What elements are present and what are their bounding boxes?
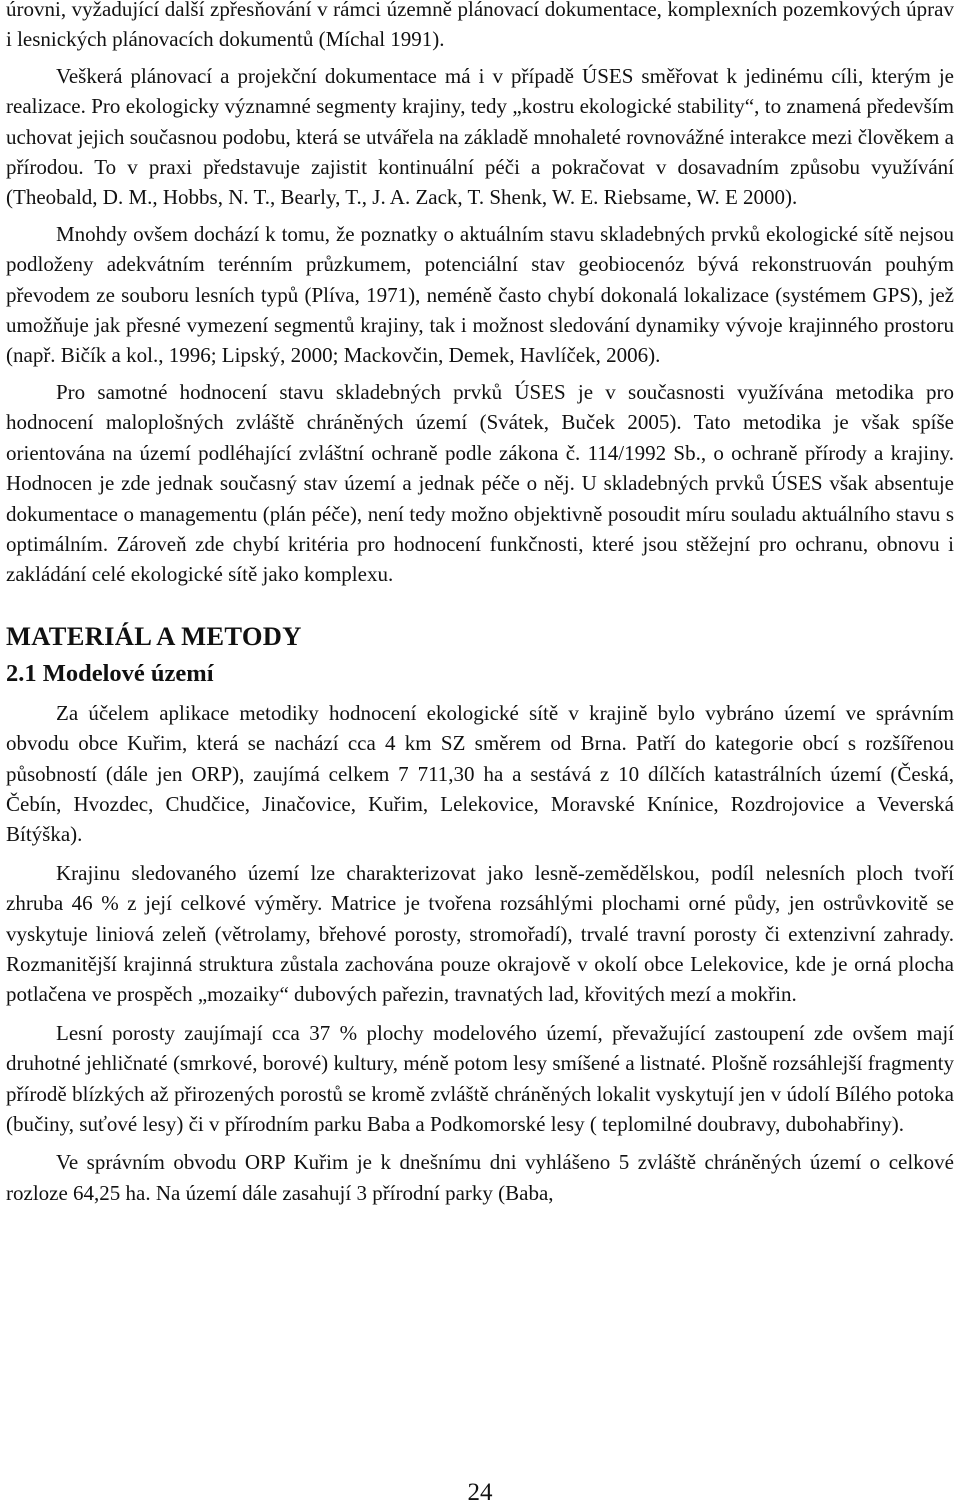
paragraph-evaluation-methodology: Pro samotné hodnocení stavu skladebných prvků ÚSES je v současnosti využívána metodika pro hodnocení maloplošných zvláště chráněných území (Svátek, Buček 2005). Tato metodika je však spíše orientována na území podléhající zvláštní ochraně podle zákona č. 114/1992 Sb., o ochraně přírody a krajiny. Hodnocen je zde jednak současný stav území a jednak péče o něj. U skladebných prvků ÚSES však absentuje dokumentace o managementu (plán péče), není tedy možno objektivně posoudit míru souladu aktuálního stavu s optimálním. Zároveň zde chybí kritéria pro hodnocení funkčnosti, které jsou stěžejní pro ochranu, obnovu i zakládání celé ekologické sítě jako komplexu. xyxy=(6,379,954,587)
document-page xyxy=(6,0,954,1208)
section-heading: MATERIÁL A METODY xyxy=(6,620,302,651)
paragraph-planning-documentation: Veškerá plánovací a projekční dokumentace má i v případě ÚSES směřovat k jedinému cíli, kterým je realizace. Pro ekologicky významné segmenty krajiny, tedy „kostru ekologické stability“, to znamená především uchovat jejich současnou podobu, která se utvářela na základě mnohaleté rovnovážné interakce mezi člověkem a přírodou. To v praxi představuje zajistit kontinuální péči a pokračovat v dosavadním způsobu využívání (Theobald, D. M., Hobbs, N. T., Bearly, T., J. A. Zack, T. Shenk, W. E. Riebsame, W. E 2000). xyxy=(6,63,954,210)
paragraph-forest-stands: Lesní porosty zaujímají cca 37 % plochy modelového území, převažující zastoupení zde ovšem mají druhotné jehličnaté (smrkové, borové) kultury, méně potom lesy smíšené a listnaté. Plošně rozsáhlejší fragmenty přírodě blízkých až přirozených porostů se kromě zvláště chráněných lokalit vyskytují jen v údolí Bílého potoka (bučiny, suťové lesy) či v přírodním parku Baba a Podkomorské lesy ( teplomilné doubravy, dubohabřiny). xyxy=(6,1020,954,1136)
page-number: 24 xyxy=(467,1479,493,1506)
paragraph-continuation: úrovni, vyžadující další zpřesňování v rámci územně plánovací dokumentace, komplexních pozemkových úprav i lesnických plánovacích dokumentů (Míchal 1991). xyxy=(6,0,954,52)
paragraph-field-survey: Mnohdy ovšem dochází k tomu, že poznatky o aktuálním stavu skladebných prvků ekologické sítě nejsou podloženy adekvátním terénním průzkumem, potenciální stav geobiocenóz bývá rekonstruován pouhým převodem ze souboru lesních typů (Plíva, 1971), neméně často chybí dokonalá lokalizace (systémem GPS), jež umožňuje jak přesné vymezení segmentů krajiny, tak i možnost sledování dynamiky vývoje krajinného prostoru (např. Bičík a kol., 1996; Lipský, 2000; Mackovčin, Demek, Havlíček, 2006). xyxy=(6,221,954,368)
paragraph-landscape: Krajinu sledovaného území lze charakterizovat jako lesně-zemědělskou, podíl nelesních ploch tvoří zhruba 46 % z její celkové výměry. Matrice je tvořena rozsáhlými plochami orné půdy, jen ostrůvkovitě se vyskytuje liniová zeleň (větrolamy, břehové porosty, stromořadí), trvalé travní porosty či extenzivní zahrady. Rozmanitější krajinná struktura zůstala zachována pouze okrajově v okolí obce Lelekovice, kde je orná plocha potlačena ve prospěch „mozaiky“ dubových pařezin, travnatých lad, křovitých mezí a mokřin. xyxy=(6,860,954,1007)
paragraph-model-area: Za účelem aplikace metodiky hodnocení ekologické sítě v krajině bylo vybráno území ve správním obvodu obce Kuřim, která se nachází cca 4 km SZ směrem od Brna. Patří do kategorie obcí s rozšířenou působností (dále jen ORP), zaujímá celkem 7 711,30 ha a sestává z 10 dílčích katastrálních území (Česká, Čebín, Hvozdec, Chudčice, Jinačovice, Kuřim, Lelekovice, Moravské Knínice, Rozdrojovice a Veverská Bítýška). xyxy=(6,700,954,847)
paragraph-protected-areas: Ve správním obvodu ORP Kuřim je k dnešnímu dni vyhlášeno 5 zvláště chráněných území o celkové rozloze 64,25 ha. Na území dále zasahují 3 přírodní parky (Baba, xyxy=(6,1150,954,1205)
subsection-heading: 2.1 Modelové území xyxy=(6,659,214,687)
